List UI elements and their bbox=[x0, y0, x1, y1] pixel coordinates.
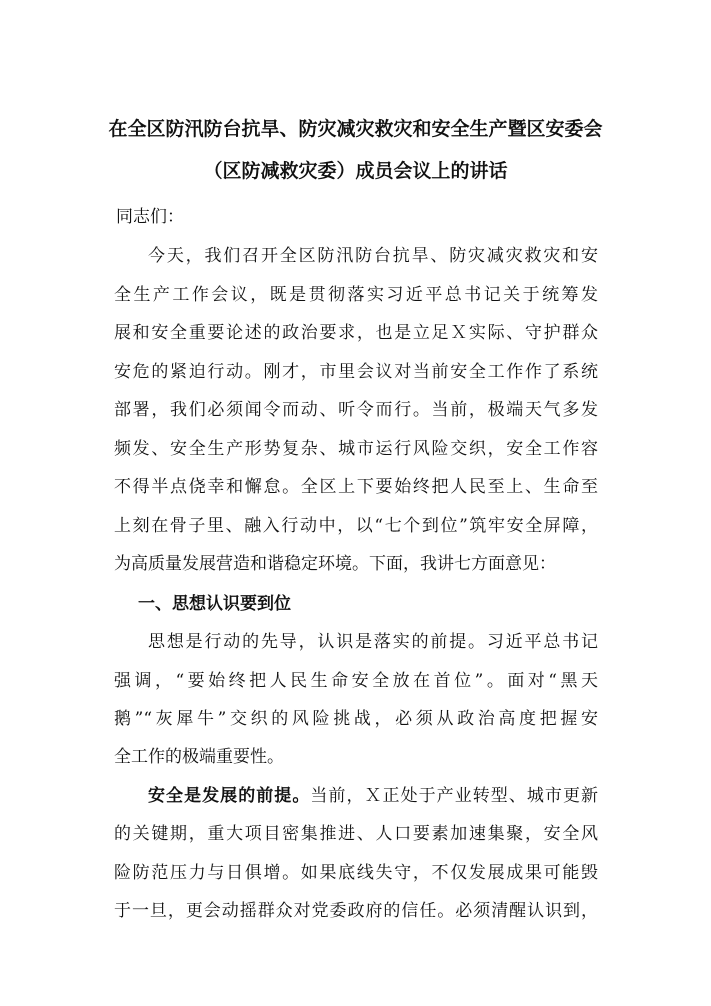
paragraph-2-line: 鹅”“灰犀牛”交织的风险挑战，必须从政治高度把握安 bbox=[114, 709, 598, 729]
paragraph-1-line: 安危的紧迫行动。刚才，市里会议对当前安全工作作了系统 bbox=[114, 362, 598, 382]
paragraph-1-line: 展和安全重要论述的政治要求，也是立足Ｘ实际、守护群众 bbox=[114, 323, 598, 343]
document-title-line-1: 在全区防汛防台抗旱、防灾减灾救灾和安全生产暨区安委会 bbox=[108, 118, 603, 140]
paragraph-1-line: 上刻在骨子里、融入行动中，以“七个到位”筑牢安全屏障， bbox=[114, 516, 598, 536]
section-1-heading: 一、思想认识要到位 bbox=[138, 594, 291, 614]
paragraph-3-lead: 安全是发展的前提。 bbox=[148, 786, 311, 806]
paragraph-2-line: 强调，“要始终把人民生命安全放在首位”。面对“黑天 bbox=[114, 671, 598, 691]
paragraph-1-line: 部署，我们必须闻令而动、听令而行。当前，极端天气多发 bbox=[114, 400, 598, 420]
paragraph-3-first-rest: 当前，Ｘ正处于产业转型、城市更新 bbox=[310, 786, 598, 806]
salutation: 同志们： bbox=[116, 207, 184, 227]
paragraph-2-line: 思想是行动的先导，认识是落实的前提。习近平总书记 bbox=[148, 632, 598, 652]
paragraph-1-line: 不得半点侥幸和懈怠。全区上下要始终把人民至上、生命至 bbox=[114, 477, 598, 497]
document-title-line-2: （区防减救灾委）成员会议上的讲话 bbox=[203, 160, 508, 182]
paragraph-2-line: 全工作的极端重要性。 bbox=[114, 747, 284, 767]
paragraph-1-line: 为高质量发展营造和谐稳定环境。下面，我讲七方面意见： bbox=[114, 554, 556, 574]
paragraph-1-line: 频发、安全生产形势复杂、城市运行风险交织，安全工作容 bbox=[114, 439, 598, 459]
paragraph-3-line bbox=[148, 784, 598, 808]
paragraph-3-line: 的关键期，重大项目密集推进、人口要素加速集聚，安全风 bbox=[114, 824, 598, 844]
paragraph-1-line: 今天，我们召开全区防汛防台抗旱、防灾减灾救灾和安 bbox=[148, 246, 598, 266]
paragraph-3-line: 险防范压力与日俱增。如果底线失守，不仅发展成果可能毁 bbox=[114, 863, 598, 883]
paragraph-3-line: 于一旦，更会动摇群众对党委政府的信任。必须清醒认识到， bbox=[114, 901, 598, 921]
paragraph-1-line: 全生产工作会议，既是贯彻落实习近平总书记关于统筹发 bbox=[114, 285, 598, 305]
